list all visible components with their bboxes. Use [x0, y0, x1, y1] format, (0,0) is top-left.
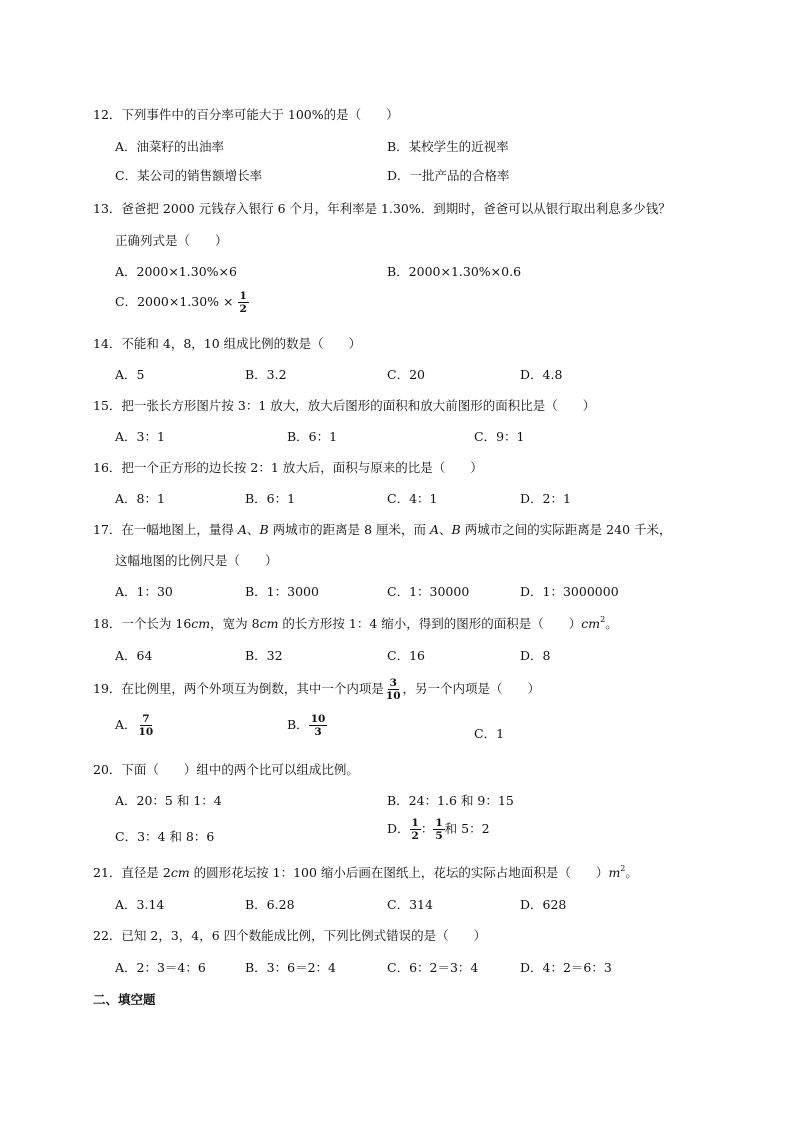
q17-text-1: 17．在一幅地图上，量得	[93, 522, 238, 537]
q17-city-a: A	[237, 522, 247, 537]
question-18-option-a: A．64	[115, 648, 153, 663]
question-21-option-d: D．628	[520, 897, 567, 912]
question-14-option-c: C．20	[387, 367, 425, 382]
fraction-1-2: $\frac{1}{2}$	[411, 817, 419, 842]
q19-b-label: B．	[287, 717, 309, 732]
question-20-option-c: C．3：4 和 8：6	[115, 829, 215, 844]
question-20-option-a: A．20：5 和 1：4	[115, 793, 222, 808]
question-14-stem: 14．不能和 4，8，10 组成比例的数是（ ）	[93, 336, 362, 351]
question-17-stem	[93, 520, 672, 538]
q18-unit-cm: cm	[191, 616, 211, 631]
question-17-option-a: A．1：30	[115, 584, 173, 599]
question-18-option-c: C．16	[387, 648, 425, 663]
question-19-stem	[93, 677, 540, 702]
q18-unit-cm-2: cm	[259, 616, 279, 631]
q18-text-3: 的长方形按 1：4 缩小，得到的图形的面积是（ ）	[278, 616, 582, 631]
question-12-option-a: A．油菜籽的出油率	[115, 139, 225, 154]
question-15-stem: 15．把一张长方形图片按 3：1 放大，放大后图形的面积和放大前图形的面积比是（ ）	[93, 398, 596, 413]
question-13-option-c	[115, 290, 249, 315]
section-heading-fill-in: 二、填空题	[93, 992, 156, 1007]
q21-text-1: 21．直径是 2	[93, 865, 171, 880]
question-16-stem: 16．把一个正方形的边长按 2：1 放大后，面积与原来的比是（ ）	[93, 460, 483, 475]
question-17-option-b: B．1：3000	[245, 584, 319, 599]
question-18-option-b: B．32	[245, 648, 283, 663]
question-17-stem-line2: 这幅地图的比例尺是（ ）	[115, 553, 278, 568]
q21-text-2: 的圆形花坛按 1：100 缩小后画在图纸上，花坛的实际占地面积是（ ）	[189, 865, 609, 880]
fraction-one-half: $\frac{1}{2}$	[239, 290, 247, 315]
q17-city-a-2: A	[429, 522, 440, 537]
q20-d-colon: ：	[420, 821, 434, 836]
question-20-option-d	[387, 817, 490, 842]
question-18-option-d: D．8	[520, 648, 551, 663]
question-17-option-c: C．1：30000	[387, 584, 470, 599]
question-21-option-c: C．314	[387, 897, 433, 912]
question-13-option-a: A．2000×1.30%×6	[115, 264, 237, 279]
question-13-option-b: B．2000×1.30%×0.6	[387, 264, 522, 279]
fraction-1-5: $\frac{1}{5}$	[435, 817, 443, 842]
question-14-option-b: B．3.2	[245, 367, 287, 382]
question-21-option-b: B．6.28	[245, 897, 295, 912]
question-13-option-c-text: C．2000×1.30% ×	[115, 294, 234, 309]
question-16-option-d: D．2：1	[520, 491, 571, 506]
q17-text-3: 两城市之间的实际距离是 240 千米，	[460, 522, 672, 537]
q18-answer-unit: cm	[581, 616, 601, 631]
question-19-option-a	[115, 713, 155, 738]
question-12-option-d: D．一批产品的合格率	[387, 168, 510, 183]
q17-city-b: B	[259, 522, 269, 537]
question-22-option-b: B．3：6＝2：4	[245, 960, 336, 975]
question-16-option-a: A．8：1	[115, 491, 165, 506]
question-15-option-b: B．6：1	[287, 429, 338, 444]
question-13-stem: 13．爸爸把 2000 元钱存入银行 6 个月，年利率是 1.30%．到期时，爸爸可以从银行取出利息多少钱？	[93, 201, 671, 216]
q17-sep: 、	[246, 522, 260, 537]
q20-d-label: D．	[387, 821, 410, 836]
q19-text-2: ，另一个内项是（ ）	[402, 681, 541, 696]
fraction-10-3: $\frac{10}{3}$	[310, 713, 326, 738]
q21-unit-cm: cm	[170, 865, 190, 880]
q18-text-2: ，宽为 8	[210, 616, 260, 631]
q21-answer-unit: m	[608, 865, 621, 880]
question-22-stem: 22．已知 2，3，4，6 四个数能成比例，下列比例式错误的是（ ）	[93, 928, 487, 943]
question-12-option-c: C．某公司的销售额增长率	[115, 168, 263, 183]
question-22-option-a: A．2：3＝4：6	[115, 960, 206, 975]
fraction-3-10: $\frac{3}{10}$	[385, 677, 401, 702]
q19-a-label: A．	[115, 717, 137, 732]
q17-city-b-2: B	[451, 522, 461, 537]
q18-superscript: 2	[600, 615, 606, 624]
question-16-option-c: C．4：1	[387, 491, 438, 506]
q19-text-1: 19．在比例里，两个外项互为倒数，其中一个内项是	[93, 681, 384, 696]
q20-d-text: 和 5：2	[444, 821, 490, 836]
question-14-option-a: A．5	[115, 367, 145, 382]
question-22-option-c: C．6：2＝3：4	[387, 960, 479, 975]
question-21-stem	[93, 863, 638, 881]
q21-superscript: 2	[620, 864, 626, 873]
question-18-stem	[93, 614, 618, 632]
question-21-option-a: A．3.14	[115, 897, 165, 912]
question-19-option-b	[287, 713, 327, 738]
q17-text-2: 两城市的距离是 8 厘米，而	[268, 522, 430, 537]
q18-end: 。	[605, 616, 618, 631]
question-15-option-c: C．9：1	[474, 429, 525, 444]
question-19-option-c: C．1	[474, 726, 505, 741]
fraction-7-10: $\frac{7}{10}$	[138, 713, 154, 738]
question-13-stem-line2: 正确列式是（ ）	[115, 233, 228, 248]
question-14-option-d: D．4.8	[520, 367, 563, 382]
question-20-option-b: B．24：1.6 和 9：15	[387, 793, 514, 808]
question-12-stem: 12．下列事件中的百分率可能大于 100%的是（ ）	[93, 107, 399, 122]
q17-sep-2: 、	[439, 522, 452, 537]
question-20-stem: 20．下面（ ）组中的两个比可以组成比例。	[93, 762, 359, 777]
question-15-option-a: A．3：1	[115, 429, 165, 444]
q18-text-1: 18．一个长为 16	[93, 616, 192, 631]
question-16-option-b: B．6：1	[245, 491, 296, 506]
q21-end: 。	[625, 865, 638, 880]
question-12-option-b: B．某校学生的近视率	[387, 139, 509, 154]
question-17-option-d: D．1：3000000	[520, 584, 619, 599]
question-22-option-d: D．4：2＝6：3	[520, 960, 612, 975]
